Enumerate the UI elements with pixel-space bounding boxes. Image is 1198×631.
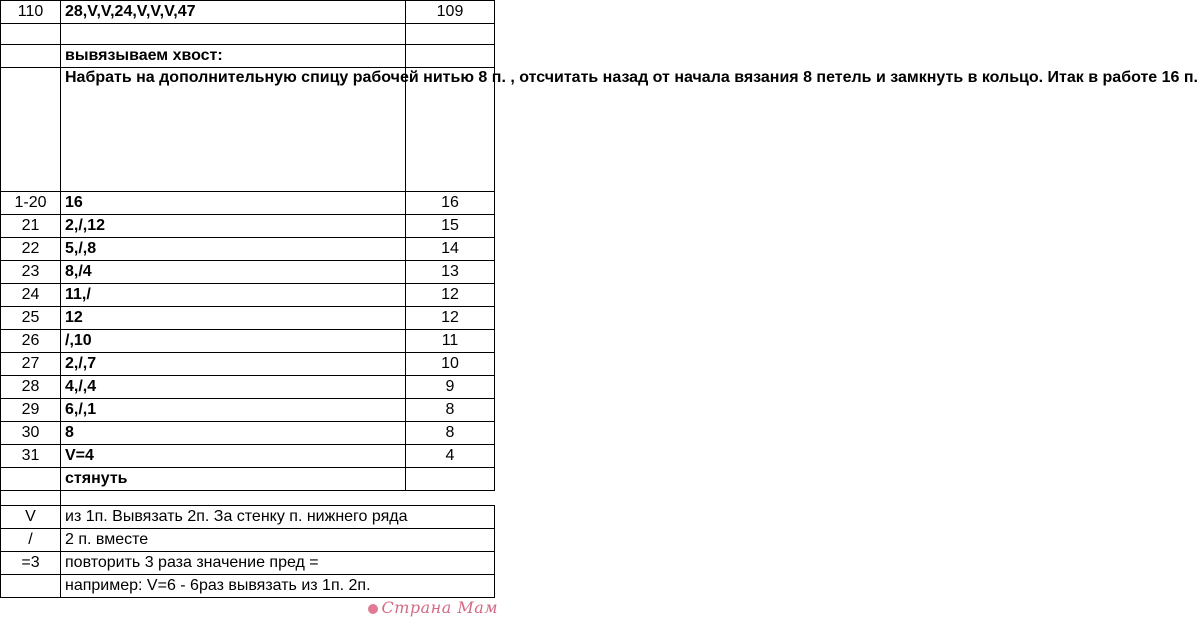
table-row bbox=[1, 192, 495, 215]
table-row bbox=[1, 353, 495, 376]
flower-icon bbox=[368, 604, 378, 614]
table-row bbox=[1, 399, 495, 422]
empty-cell bbox=[406, 45, 495, 68]
pattern-cell: 5,/,8 bbox=[61, 238, 406, 261]
stitch-count-cell: 12 bbox=[406, 284, 495, 307]
pattern-cell: 28,V,V,24,V,V,V,47 bbox=[61, 1, 406, 24]
legend-symbol-cell: =3 bbox=[1, 552, 61, 575]
table-row bbox=[1, 445, 495, 468]
table-row bbox=[1, 376, 495, 399]
empty-cell bbox=[61, 491, 406, 506]
pattern-cell: 8,/4 bbox=[61, 261, 406, 284]
stitch-count-cell: 4 bbox=[406, 445, 495, 468]
row-number-cell: 25 bbox=[1, 307, 61, 330]
legend-example-cell: например: V=6 - 6раз вывязать из 1п. 2п. bbox=[61, 575, 495, 598]
stitch-count-cell: 16 bbox=[406, 192, 495, 215]
legend-symbol-cell: / bbox=[1, 529, 61, 552]
empty-cell bbox=[406, 24, 495, 45]
table-row bbox=[1, 45, 495, 68]
table-row bbox=[1, 1, 495, 24]
row-number-cell: 110 bbox=[1, 1, 61, 24]
table-row bbox=[1, 215, 495, 238]
row-number-cell: 26 bbox=[1, 330, 61, 353]
site-watermark bbox=[368, 598, 498, 617]
empty-cell bbox=[1, 45, 61, 68]
finish-cell: стянуть bbox=[61, 468, 406, 491]
table-row bbox=[1, 284, 495, 307]
pattern-cell: /,10 bbox=[61, 330, 406, 353]
legend-text-cell: повторить 3 раза значение пред = bbox=[61, 552, 495, 575]
section-title-cell: вывязываем хвост: bbox=[61, 45, 406, 68]
empty-cell bbox=[1, 468, 61, 491]
watermark-text: Страна Мам bbox=[381, 598, 498, 617]
empty-cell bbox=[406, 468, 495, 491]
pattern-cell: 8 bbox=[61, 422, 406, 445]
row-number-cell: 29 bbox=[1, 399, 61, 422]
stitch-count-cell: 8 bbox=[406, 422, 495, 445]
stitch-count-cell: 10 bbox=[406, 353, 495, 376]
row-number-cell: 23 bbox=[1, 261, 61, 284]
stitch-count-cell: 9 bbox=[406, 376, 495, 399]
row-number-cell: 28 bbox=[1, 376, 61, 399]
empty-cell bbox=[1, 575, 61, 598]
legend-row bbox=[1, 529, 495, 552]
row-number-cell: 22 bbox=[1, 238, 61, 261]
legend-text-cell: из 1п. Вывязать 2п. За стенку п. нижнего ряда bbox=[61, 506, 495, 529]
empty-cell bbox=[1, 491, 61, 506]
stitch-count-cell: 13 bbox=[406, 261, 495, 284]
table-row bbox=[1, 330, 495, 353]
stitch-count-cell: 8 bbox=[406, 399, 495, 422]
pattern-cell: 2,/,12 bbox=[61, 215, 406, 238]
row-number-cell: 27 bbox=[1, 353, 61, 376]
table-row bbox=[1, 68, 495, 192]
pattern-cell: 2,/,7 bbox=[61, 353, 406, 376]
pattern-cell: 4,/,4 bbox=[61, 376, 406, 399]
instruction-cell: Набрать на дополнительную спицу рабочей нитью 8 п. , отсчитать назад от начала вязания 8 петель и замкнуть в кольцо. Итак в работе 16 п. bbox=[61, 68, 406, 192]
row-number-cell: 24 bbox=[1, 284, 61, 307]
row-number-cell: 31 bbox=[1, 445, 61, 468]
row-number-cell: 1-20 bbox=[1, 192, 61, 215]
legend-row bbox=[1, 552, 495, 575]
empty-cell bbox=[1, 68, 61, 192]
table-row bbox=[1, 307, 495, 330]
empty-cell bbox=[61, 24, 406, 45]
table-row bbox=[1, 238, 495, 261]
empty-cell bbox=[406, 68, 495, 192]
table-row bbox=[1, 422, 495, 445]
pattern-cell: 16 bbox=[61, 192, 406, 215]
empty-cell bbox=[406, 491, 495, 506]
table-row bbox=[1, 468, 495, 491]
stitch-count-cell: 109 bbox=[406, 1, 495, 24]
pattern-cell: V=4 bbox=[61, 445, 406, 468]
empty-cell bbox=[1, 24, 61, 45]
legend-row bbox=[1, 506, 495, 529]
legend-text-cell: 2 п. вместе bbox=[61, 529, 495, 552]
stitch-count-cell: 15 bbox=[406, 215, 495, 238]
table-row bbox=[1, 261, 495, 284]
pattern-cell: 12 bbox=[61, 307, 406, 330]
row-number-cell: 21 bbox=[1, 215, 61, 238]
legend-symbol-cell: V bbox=[1, 506, 61, 529]
table-row bbox=[1, 24, 495, 45]
stitch-count-cell: 14 bbox=[406, 238, 495, 261]
pattern-cell: 6,/,1 bbox=[61, 399, 406, 422]
pattern-cell: 11,/ bbox=[61, 284, 406, 307]
stitch-count-cell: 12 bbox=[406, 307, 495, 330]
row-number-cell: 30 bbox=[1, 422, 61, 445]
table-row bbox=[1, 491, 495, 506]
stitch-count-cell: 11 bbox=[406, 330, 495, 353]
legend-row bbox=[1, 575, 495, 598]
